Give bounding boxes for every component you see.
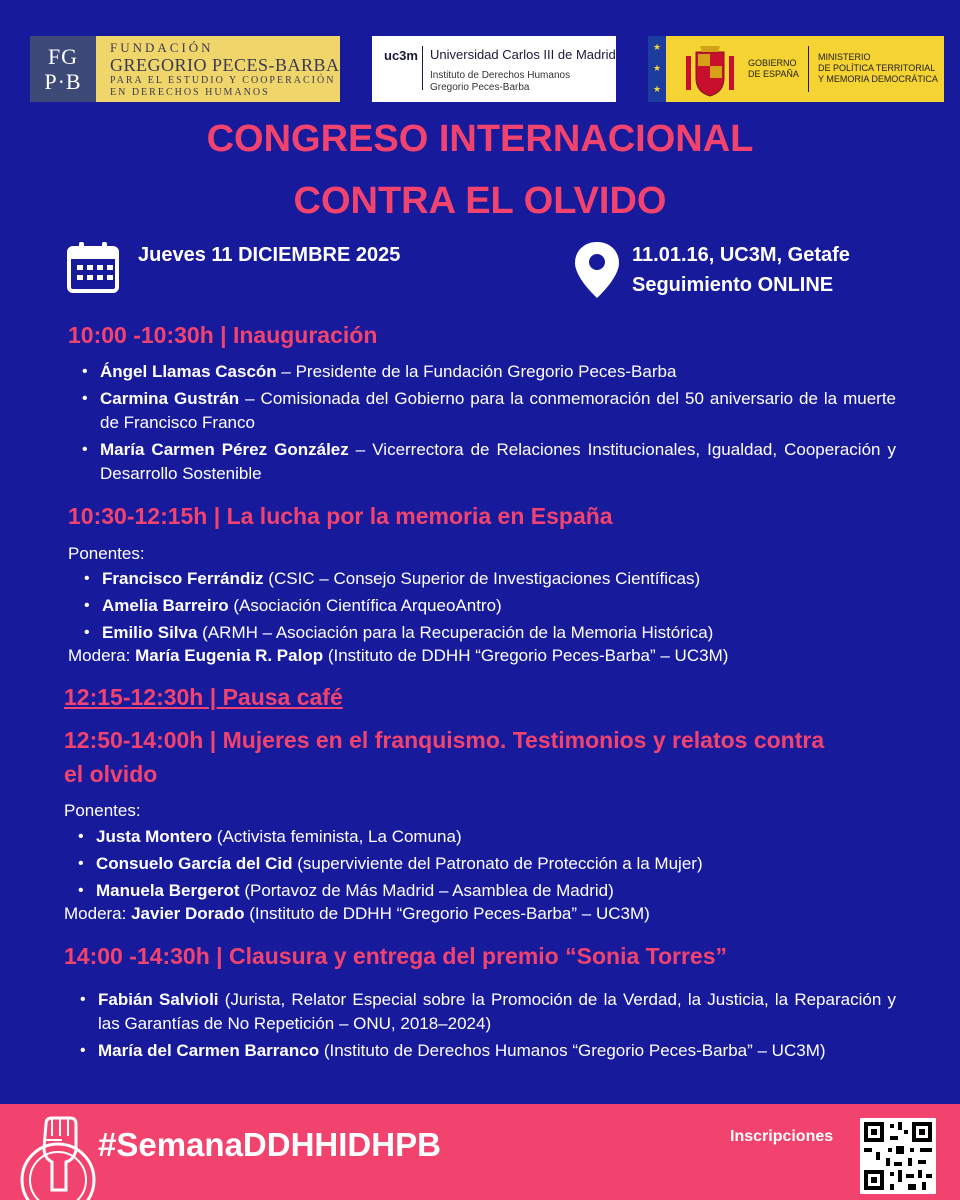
- speaker-name: Fabián Salvioli: [98, 990, 219, 1009]
- list-item: [78, 1039, 896, 1063]
- eu-flag-band: [648, 36, 666, 102]
- speaker-name: Consuelo García del Cid: [96, 854, 293, 873]
- event-hashtag: #SemanaDDHHIDHPB: [98, 1126, 441, 1163]
- list-item: [76, 825, 896, 849]
- uc3m-institute-line1: Instituto de Derechos Humanos: [430, 70, 571, 81]
- fgpb-line4: EN DERECHOS HUMANOS: [110, 86, 270, 98]
- speaker-name: María del Carmen Barranco: [98, 1041, 320, 1060]
- fgpb-monogram: [30, 36, 96, 102]
- session-mujeres-title-line2: el olvido: [64, 761, 158, 787]
- event-date: Jueves 11 DICIEMBRE 2025: [138, 244, 401, 266]
- moderator-detail: (Instituto de DDHH “Gregorio Peces-Barba” – UC3M): [323, 646, 729, 665]
- moderator-label: Modera:: [64, 904, 132, 923]
- eu-star-icon: ★: [653, 63, 662, 73]
- speaker-name: Amelia Barreiro: [102, 596, 229, 615]
- moderator-name: María Eugenia R. Palop: [135, 646, 324, 665]
- list-item: [78, 988, 896, 1036]
- speaker-name: Carmina Gustrán: [100, 389, 240, 408]
- session-mujeres-list: [76, 825, 896, 906]
- gobierno-logo: [648, 36, 944, 102]
- speaker-name: Manuela Bergerot: [96, 881, 240, 900]
- fgpb-line2: GREGORIO PECES-BARBA: [110, 54, 340, 75]
- speaker-detail: – Vicerrectora de Relaciones Institucionales, Igualdad, Cooperación y Desarrollo Sostenible: [100, 440, 897, 483]
- calendar-icon: [66, 240, 120, 294]
- speaker-detail: – Comisionada del Gobierno para la conmemoración del 50 aniversario de la muerte de Francisco Franco: [100, 389, 896, 432]
- ponentes-label: Ponentes:: [64, 801, 141, 820]
- session-pausa-title: 12:15-12:30h | Pausa café: [64, 684, 343, 710]
- list-item: [82, 567, 898, 591]
- speaker-detail: (Jurista, Relator Especial sobre la Promoción de la Verdad, la Justicia, la Reparación y las Garantías de No Repetición – ONU, 2018–2024): [98, 990, 896, 1033]
- uc3m-mark: uc3m: [384, 48, 418, 63]
- list-item: [82, 621, 898, 645]
- fgpb-line1: FUNDACIÓN: [110, 39, 214, 55]
- list-item: [76, 852, 896, 876]
- logo-bar: [0, 0, 960, 112]
- list-item: [80, 360, 896, 384]
- fgpb-wordmark: [96, 40, 340, 99]
- moderator-line: [68, 646, 728, 666]
- uc3m-university: Universidad Carlos III de Madrid: [430, 47, 616, 62]
- session-memoria-title: 10:30-12:15h | La lucha por la memoria en España: [68, 503, 613, 529]
- gobierno-name: [748, 58, 799, 80]
- speaker-name: Justa Montero: [96, 827, 213, 846]
- coat-of-arms-icon: [682, 42, 738, 98]
- speaker-name: Ángel Llamas Cascón: [100, 362, 277, 381]
- ministry-line2: DE POLÍTICA TERRITORIAL: [818, 63, 936, 73]
- uc3m-logo: [372, 36, 616, 102]
- speaker-detail: (Instituto de Derechos Humanos “Gregorio Peces-Barba” – UC3M): [319, 1041, 826, 1060]
- speaker-detail: (CSIC – Consejo Superior de Investigaciones Científicas): [263, 569, 701, 588]
- location-pin-icon: [570, 240, 624, 300]
- eu-star-icon: ★: [653, 42, 662, 52]
- raised-fist-icon: [16, 1110, 96, 1200]
- list-item: [76, 879, 896, 903]
- ponentes-label: Ponentes:: [68, 544, 145, 563]
- gobierno-line2: DE ESPAÑA: [748, 69, 799, 79]
- ministry-line3: Y MEMORIA DEMOCRÁTICA: [818, 74, 938, 84]
- session-mujeres-title-line1: 12:50-14:00h | Mujeres en el franquismo. Testimonios y relatos contra: [64, 727, 825, 753]
- moderator-line: [64, 904, 650, 924]
- event-location: 11.01.16, UC3M, Getafe: [632, 244, 850, 266]
- event-online-note: Seguimiento ONLINE: [632, 274, 834, 296]
- moderator-detail: (Instituto de DDHH “Gregorio Peces-Barba” – UC3M): [244, 904, 650, 923]
- list-item: [80, 438, 896, 486]
- gobierno-line1: GOBIERNO: [748, 58, 797, 68]
- moderator-label: Modera:: [68, 646, 136, 665]
- uc3m-institute-line2: Gregorio Peces-Barba: [430, 82, 530, 93]
- registration-label: Inscripciones: [730, 1128, 834, 1145]
- speaker-name: Francisco Ferrándiz: [102, 569, 264, 588]
- ministry-line1: MINISTERIO: [818, 52, 871, 62]
- speaker-detail: (Asociación Científica ArqueoAntro): [228, 596, 502, 615]
- session-inauguracion-title: 10:00 -10:30h | Inauguración: [68, 322, 378, 348]
- qr-code-icon[interactable]: [860, 1118, 936, 1194]
- footer-band: [0, 1104, 960, 1200]
- session-clausura-title: 14:00 -14:30h | Clausura y entrega del premio “Sonia Torres”: [64, 943, 728, 969]
- speaker-detail: (Portavoz de Más Madrid – Asamblea de Madrid): [239, 881, 614, 900]
- event-title-line1: CONGRESO INTERNACIONAL: [206, 118, 754, 160]
- speaker-detail: – Presidente de la Fundación Gregorio Peces-Barba: [276, 362, 677, 381]
- list-item: [82, 594, 898, 618]
- speaker-name: María Carmen Pérez González: [100, 440, 349, 459]
- session-inauguracion-list: [80, 360, 896, 489]
- session-clausura-list: [78, 988, 896, 1066]
- event-title-line2: CONTRA EL OLVIDO: [293, 180, 667, 222]
- eu-star-icon: ★: [653, 84, 662, 94]
- speaker-detail: (ARMH – Asociación para la Recuperación de la Memoria Histórica): [197, 623, 714, 642]
- session-memoria-list: [82, 567, 898, 648]
- fgpb-line3: PARA EL ESTUDIO Y COOPERACIÓN: [110, 74, 336, 86]
- fgpb-monogram-line2: P·B: [44, 69, 82, 94]
- ministry-name: [818, 52, 938, 85]
- gobierno-divider: [808, 46, 809, 92]
- speaker-detail: (superviviente del Patronato de Protección a la Mujer): [292, 854, 703, 873]
- moderator-name: Javier Dorado: [131, 904, 245, 923]
- fgpb-logo: [30, 36, 340, 102]
- fgpb-monogram-line1: FG: [47, 44, 79, 69]
- uc3m-institute: [430, 70, 570, 94]
- speaker-detail: (Activista feminista, La Comuna): [212, 827, 462, 846]
- list-item: [80, 387, 896, 435]
- uc3m-divider: [422, 46, 423, 90]
- speaker-name: Emilio Silva: [102, 623, 198, 642]
